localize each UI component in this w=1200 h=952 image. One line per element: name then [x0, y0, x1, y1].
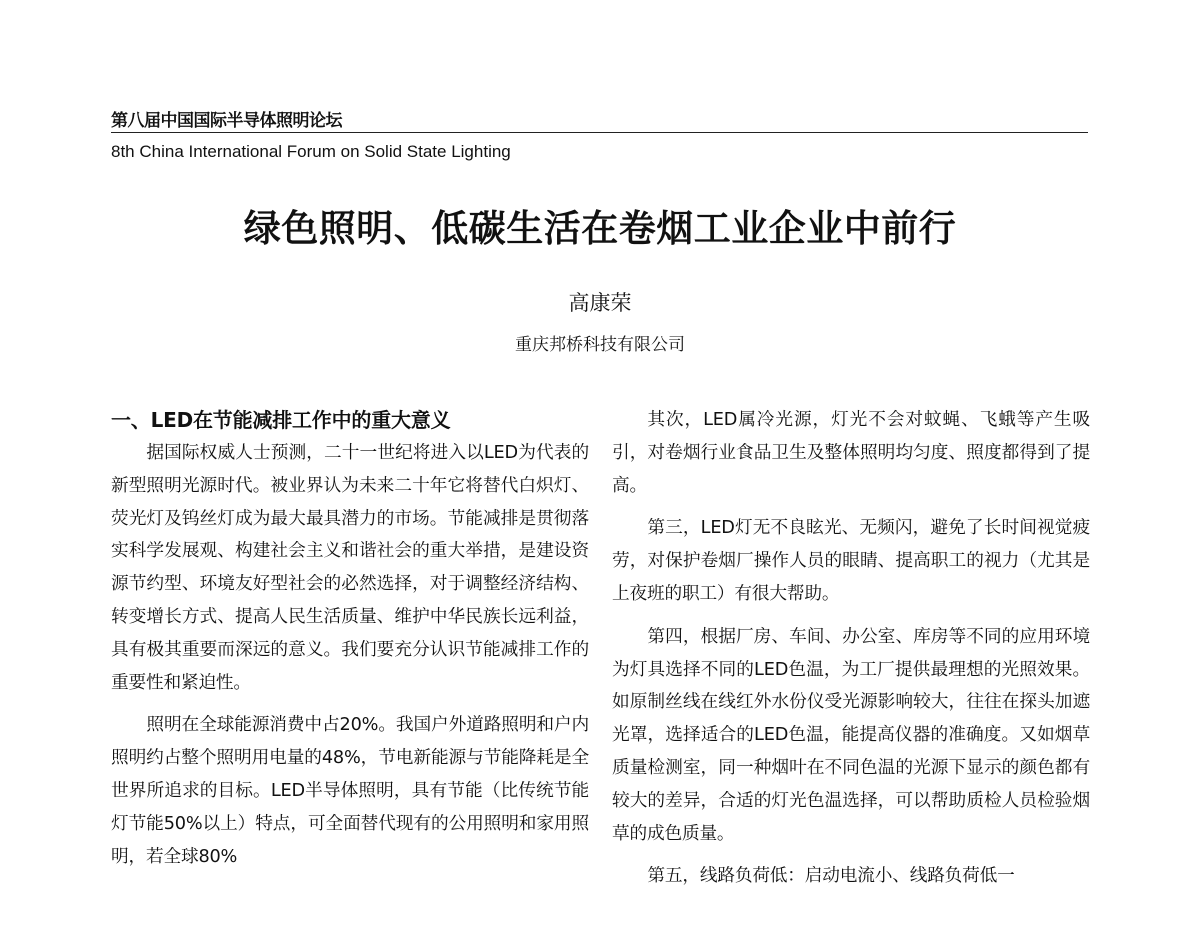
- body-paragraph: 第三，LED灯无不良眩光、无频闪，避免了长时间视觉疲劳，对保护卷烟厂操作人员的眼睛、提高职工的视力（尤其是上夜班的职工）有很大帮助。: [612, 518, 1090, 604]
- body-paragraph: 照明在全球能源消费中占20%。我国户外道路照明和户内照明约占整个照明用电量的48%，节电新能源与节能降耗是全世界所追求的目标。LED半导体照明，具有节能（比传统节能灯节能50%以上）特点，可全面替代现有的公用照明和家用照明，若全球80%: [111, 715, 589, 867]
- body-paragraph: 第五，线路负荷低：启动电流小、线路负荷低一: [647, 866, 1015, 887]
- author-affiliation: 重庆邦桥科技有限公司: [515, 335, 685, 355]
- body-paragraph: 第四，根据厂房、车间、办公室、库房等不同的应用环境为灯具选择不同的LED色温，为工厂提供最理想的光照效果。如原制丝线在线红外水份仪受光源影响较大，往往在探头加遮光罩，选择适合的LED色温，能提高仪器的准确度。又如烟草质量检测室，同一种烟叶在不同色温的光源下显示的颜色都有较大的差异，合适的灯光色温选择，可以帮助质检人员检验烟草的成色质量。: [612, 626, 1090, 844]
- forum-name-chinese: 第八届中国国际半导体照明论坛: [111, 111, 342, 131]
- paper-title: 绿色照明、低碳生活在卷烟工业企业中前行: [243, 207, 957, 250]
- right-column: [612, 404, 1090, 893]
- left-column: [111, 404, 589, 873]
- header-divider: [111, 132, 1088, 133]
- forum-name-english: 8th China International Forum on Solid State Lighting: [111, 142, 511, 161]
- section-heading: 一、LED在节能减排工作中的重大意义: [111, 408, 451, 432]
- author-name: 高康荣: [568, 291, 632, 315]
- body-paragraph: 据国际权威人士预测，二十一世纪将进入以LED为代表的新型照明光源时代。被业界认为未来二十年它将替代白炽灯、荧光灯及钨丝灯成为最大最具潜力的市场。节能减排是贯彻落实科学发展观、构建社会主义和谐社会的重大举措，是建设资源节约型、环境友好型社会的必然选择，对于调整经济结构、转变增长方式、提高人民生活质量、维护中华民族长远利益，具有极其重要而深远的意义。我们要充分认识节能减排工作的重要性和紧迫性。: [111, 443, 589, 693]
- body-paragraph: 其次，LED属冷光源，灯光不会对蚊蝇、飞蛾等产生吸引，对卷烟行业食品卫生及整体照明均匀度、照度都得到了提高。: [612, 410, 1090, 496]
